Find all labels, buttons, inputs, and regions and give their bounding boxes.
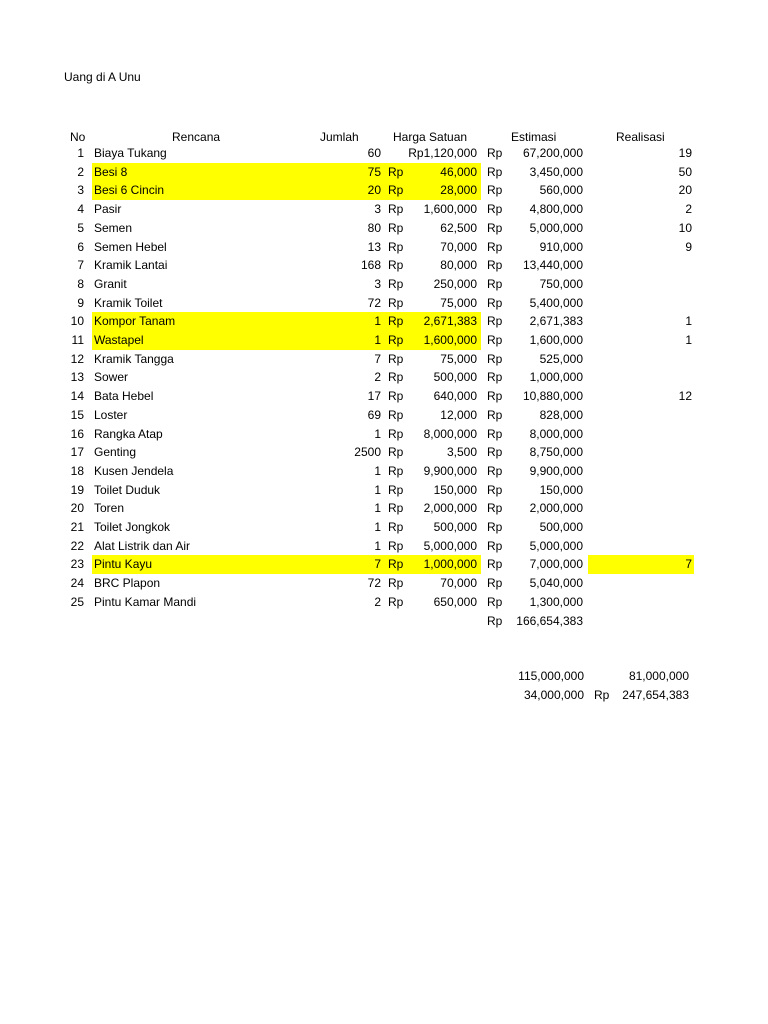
item-harga-satuan: 250,000 xyxy=(433,276,477,291)
item-name: Kusen Jendela xyxy=(94,463,174,478)
estimasi-currency: Rp xyxy=(487,276,503,291)
item-name: Semen xyxy=(94,220,133,235)
estimasi-currency: Rp xyxy=(487,445,503,460)
item-name: Loster xyxy=(94,407,128,422)
total-row xyxy=(0,612,768,631)
estimasi-currency: Rp xyxy=(487,594,503,609)
harga-currency: Rp xyxy=(388,463,404,478)
item-jumlah: 1 xyxy=(374,426,381,441)
item-estimasi: 5,040,000 xyxy=(529,576,583,591)
row-number: 4 xyxy=(77,202,84,217)
item-estimasi: 67,200,000 xyxy=(522,146,583,160)
item-realisasi xyxy=(600,443,692,462)
item-name: Rangka Atap xyxy=(94,426,163,441)
item-jumlah: 69 xyxy=(367,407,381,422)
item-jumlah: 1 xyxy=(374,520,381,534)
row-number: 24 xyxy=(70,576,84,591)
item-realisasi: 12 xyxy=(678,389,692,404)
item-name: Bata Hebel xyxy=(94,389,154,404)
item-jumlah: 1 xyxy=(374,482,381,497)
item-jumlah: 13 xyxy=(367,239,381,254)
item-harga-satuan: 500,000 xyxy=(433,520,477,534)
estimasi-currency: Rp xyxy=(487,426,503,441)
row-number: 15 xyxy=(70,407,84,422)
estimasi-currency: Rp xyxy=(487,463,503,478)
row-number: 25 xyxy=(70,594,84,609)
harga-currency: Rp xyxy=(388,557,404,572)
item-jumlah: 60 xyxy=(367,146,381,160)
estimasi-currency: Rp xyxy=(487,202,503,217)
summary-line1-right: 81,000,000 xyxy=(628,669,689,683)
item-harga-satuan: 70,000 xyxy=(440,576,477,591)
item-realisasi xyxy=(600,499,692,518)
item-estimasi: 5,400,000 xyxy=(529,295,583,310)
table-row xyxy=(0,481,768,500)
table-row xyxy=(0,555,768,574)
item-harga-satuan: 2,000,000 xyxy=(423,501,477,516)
item-estimasi: 1,600,000 xyxy=(529,333,583,347)
row-number: 19 xyxy=(70,482,84,497)
row-number: 22 xyxy=(70,538,84,553)
table-row xyxy=(0,350,768,369)
harga-currency: Rp xyxy=(388,220,404,235)
estimasi-currency: Rp xyxy=(487,482,503,497)
item-estimasi: 4,800,000 xyxy=(529,202,583,217)
item-harga-satuan: 3,500 xyxy=(446,445,477,460)
harga-currency: Rp xyxy=(388,501,404,516)
table-row xyxy=(0,593,768,612)
table-row xyxy=(0,574,768,593)
item-jumlah: 1 xyxy=(374,501,381,516)
item-jumlah: 3 xyxy=(374,276,381,291)
row-number: 9 xyxy=(77,295,84,310)
item-estimasi: 9,900,000 xyxy=(529,463,583,478)
table-row xyxy=(0,163,768,182)
item-jumlah: 1 xyxy=(374,333,381,347)
item-harga-satuan: 70,000 xyxy=(440,239,477,254)
item-estimasi: 13,440,000 xyxy=(522,258,583,273)
table-row xyxy=(0,499,768,518)
item-name: BRC Plapon xyxy=(94,576,161,591)
row-number: 7 xyxy=(77,258,84,273)
table-row xyxy=(0,425,768,444)
item-realisasi: 1 xyxy=(685,314,692,329)
item-realisasi xyxy=(600,574,692,593)
item-name: Kramik Toilet xyxy=(94,295,163,310)
item-realisasi xyxy=(600,593,692,612)
item-realisasi: 50 xyxy=(678,164,692,179)
item-estimasi: 2,671,383 xyxy=(529,314,583,329)
item-realisasi xyxy=(600,425,692,444)
harga-currency: Rp xyxy=(388,426,404,441)
table-row xyxy=(0,518,768,537)
row-number: 2 xyxy=(77,164,84,179)
estimasi-currency: Rp xyxy=(487,520,503,534)
item-jumlah: 2 xyxy=(374,370,381,385)
header-no: No xyxy=(70,130,86,144)
item-name: Pintu Kamar Mandi xyxy=(94,594,197,609)
item-realisasi xyxy=(600,294,692,313)
item-realisasi xyxy=(600,275,692,294)
item-estimasi: 750,000 xyxy=(539,276,583,291)
item-name: Genting xyxy=(94,445,137,460)
row-number: 10 xyxy=(70,314,84,329)
item-harga-satuan: 1,600,000 xyxy=(423,202,477,217)
estimasi-currency: Rp xyxy=(487,146,503,160)
item-realisasi: 20 xyxy=(678,183,692,198)
item-estimasi: 7,000,000 xyxy=(529,557,583,572)
item-jumlah: 75 xyxy=(367,164,381,179)
item-estimasi: 910,000 xyxy=(539,239,583,254)
item-jumlah: 17 xyxy=(367,389,381,404)
table-row xyxy=(0,443,768,462)
item-realisasi xyxy=(600,406,692,425)
row-number: 8 xyxy=(77,276,84,291)
table-row xyxy=(0,294,768,313)
item-harga-satuan: 46,000 xyxy=(440,164,477,179)
item-realisasi: 1 xyxy=(685,333,692,347)
item-jumlah: 72 xyxy=(367,576,381,591)
header-estimasi: Estimasi xyxy=(511,130,557,144)
row-number: 13 xyxy=(70,370,84,385)
table-row xyxy=(0,144,768,163)
harga-currency: Rp xyxy=(388,295,404,310)
item-name: Toilet Jongkok xyxy=(94,520,171,534)
harga-currency: Rp xyxy=(388,314,404,329)
header-harga-satuan: Harga Satuan xyxy=(393,130,468,144)
item-harga-satuan: 80,000 xyxy=(440,258,477,273)
item-harga-satuan: 650,000 xyxy=(433,594,477,609)
item-estimasi: 525,000 xyxy=(539,351,583,366)
harga-currency: Rp xyxy=(388,351,404,366)
summary-line2-left: 34,000,000 xyxy=(523,688,584,702)
item-name: Toilet Duduk xyxy=(94,482,161,497)
row-number: 20 xyxy=(70,501,84,516)
item-realisasi: 19 xyxy=(678,146,692,160)
item-name: Sower xyxy=(94,370,129,385)
table-row xyxy=(0,387,768,406)
item-estimasi: 3,450,000 xyxy=(529,164,583,179)
estimasi-currency: Rp xyxy=(487,239,503,254)
item-jumlah: 20 xyxy=(367,183,381,198)
table-row xyxy=(0,406,768,425)
harga-currency: Rp xyxy=(388,576,404,591)
table-row xyxy=(0,462,768,481)
item-estimasi: 5,000,000 xyxy=(529,538,583,553)
estimasi-currency: Rp xyxy=(487,351,503,366)
item-estimasi: 8,000,000 xyxy=(529,426,583,441)
item-realisasi: 9 xyxy=(685,239,692,254)
sheet-title: Uang di A Unu xyxy=(64,70,141,84)
table-row xyxy=(0,368,768,387)
estimasi-currency: Rp xyxy=(487,333,503,347)
table-row xyxy=(0,312,768,331)
harga-currency: Rp xyxy=(388,239,404,254)
item-realisasi xyxy=(600,256,692,275)
harga-currency: Rp xyxy=(388,164,404,179)
item-name: Kramik Tangga xyxy=(94,351,174,366)
row-number: 1 xyxy=(77,146,84,160)
item-harga-satuan: 150,000 xyxy=(433,482,477,497)
harga-currency: Rp xyxy=(388,258,404,273)
item-name: Granit xyxy=(94,276,127,291)
item-harga-satuan: 9,900,000 xyxy=(423,463,477,478)
item-harga-satuan: 62,500 xyxy=(440,220,477,235)
row-number: 18 xyxy=(70,463,84,478)
estimasi-currency: Rp xyxy=(487,164,503,179)
item-realisasi: 2 xyxy=(685,202,692,217)
total-estimasi: 166,654,383 xyxy=(516,614,583,628)
item-name: Kramik Lantai xyxy=(94,258,168,273)
item-name: Wastapel xyxy=(94,333,144,347)
item-jumlah: 2500 xyxy=(354,445,381,460)
harga-currency: Rp xyxy=(388,202,404,217)
row-number: 14 xyxy=(70,389,84,404)
estimasi-currency: Rp xyxy=(487,220,503,235)
item-name: Besi 6 Cincin xyxy=(94,183,165,198)
item-harga-satuan: 75,000 xyxy=(440,351,477,366)
estimasi-currency: Rp xyxy=(487,407,503,422)
summary-line2-right: 247,654,383 xyxy=(622,688,689,702)
estimasi-currency: Rp xyxy=(487,314,503,329)
row-number: 5 xyxy=(77,220,84,235)
table-row xyxy=(0,256,768,275)
row-number: 3 xyxy=(77,183,84,198)
estimasi-currency: Rp xyxy=(487,183,503,198)
item-harga-satuan: 28,000 xyxy=(440,183,477,198)
table-row xyxy=(0,238,768,257)
item-harga-satuan: 8,000,000 xyxy=(423,426,477,441)
item-harga-satuan: Rp1,120,000 xyxy=(408,146,477,160)
item-name: Alat Listrik dan Air xyxy=(94,538,191,553)
row-number: 16 xyxy=(70,426,84,441)
item-realisasi xyxy=(600,350,692,369)
header-jumlah: Jumlah xyxy=(320,130,359,144)
item-realisasi: 7 xyxy=(685,557,692,572)
harga-currency: Rp xyxy=(388,407,404,422)
row-number: 17 xyxy=(70,445,84,460)
item-estimasi: 828,000 xyxy=(539,407,583,422)
total-currency: Rp xyxy=(487,614,503,628)
item-estimasi: 2,000,000 xyxy=(529,501,583,516)
item-name: Toren xyxy=(94,501,125,516)
harga-currency: Rp xyxy=(388,370,404,385)
item-estimasi: 8,750,000 xyxy=(529,445,583,460)
row-number: 6 xyxy=(77,239,84,254)
harga-currency: Rp xyxy=(388,594,404,609)
item-estimasi: 10,880,000 xyxy=(522,389,583,404)
estimasi-currency: Rp xyxy=(487,538,503,553)
harga-currency: Rp xyxy=(388,482,404,497)
item-harga-satuan: 2,671,383 xyxy=(423,314,477,329)
item-jumlah: 168 xyxy=(360,258,381,273)
header-rencana: Rencana xyxy=(172,130,221,144)
item-harga-satuan: 1,000,000 xyxy=(423,557,477,572)
row-number: 11 xyxy=(71,333,84,347)
item-jumlah: 7 xyxy=(374,557,381,572)
item-estimasi: 1,000,000 xyxy=(529,370,583,385)
estimasi-currency: Rp xyxy=(487,258,503,273)
estimasi-currency: Rp xyxy=(487,370,503,385)
item-name: Pintu Kayu xyxy=(94,557,153,572)
item-jumlah: 3 xyxy=(374,202,381,217)
item-name: Besi 8 xyxy=(94,164,128,179)
item-jumlah: 1 xyxy=(374,538,381,553)
item-jumlah: 1 xyxy=(374,314,381,329)
estimasi-currency: Rp xyxy=(487,295,503,310)
item-realisasi xyxy=(600,462,692,481)
item-realisasi xyxy=(600,518,692,537)
row-number: 23 xyxy=(70,557,84,572)
item-jumlah: 1 xyxy=(374,463,381,478)
item-estimasi: 560,000 xyxy=(539,183,583,198)
item-name: Kompor Tanam xyxy=(94,314,176,329)
harga-currency: Rp xyxy=(388,538,404,553)
item-estimasi: 1,300,000 xyxy=(529,594,583,609)
item-jumlah: 7 xyxy=(374,351,381,366)
item-harga-satuan: 500,000 xyxy=(433,370,477,385)
estimasi-currency: Rp xyxy=(487,501,503,516)
table-row xyxy=(0,200,768,219)
row-number: 12 xyxy=(70,351,84,366)
table-row xyxy=(0,219,768,238)
item-name: Semen Hebel xyxy=(94,239,167,254)
table-row xyxy=(0,331,768,350)
harga-currency: Rp xyxy=(388,333,404,347)
item-realisasi xyxy=(600,368,692,387)
item-harga-satuan: 12,000 xyxy=(440,407,477,422)
item-harga-satuan: 75,000 xyxy=(440,295,477,310)
harga-currency: Rp xyxy=(388,389,404,404)
item-harga-satuan: 640,000 xyxy=(433,389,477,404)
item-jumlah: 2 xyxy=(374,594,381,609)
summary-line2-currency: Rp xyxy=(594,688,610,702)
item-estimasi: 500,000 xyxy=(539,520,583,534)
item-harga-satuan: 5,000,000 xyxy=(423,538,477,553)
item-realisasi: 10 xyxy=(678,220,692,235)
item-estimasi: 150,000 xyxy=(539,482,583,497)
harga-currency: Rp xyxy=(388,520,404,534)
item-estimasi: 5,000,000 xyxy=(529,220,583,235)
item-jumlah: 80 xyxy=(367,220,381,235)
summary-line1-left: 115,000,000 xyxy=(518,669,584,683)
item-jumlah: 72 xyxy=(367,295,381,310)
estimasi-currency: Rp xyxy=(487,389,503,404)
table-row xyxy=(0,275,768,294)
estimasi-currency: Rp xyxy=(487,576,503,591)
item-realisasi xyxy=(600,481,692,500)
row-number: 21 xyxy=(70,520,84,534)
item-name: Biaya Tukang xyxy=(94,146,167,160)
harga-currency: Rp xyxy=(388,183,404,198)
item-harga-satuan: 1,600,000 xyxy=(423,333,477,347)
estimasi-currency: Rp xyxy=(487,557,503,572)
table-row xyxy=(0,181,768,200)
harga-currency: Rp xyxy=(388,445,404,460)
table-row xyxy=(0,537,768,556)
item-name: Pasir xyxy=(94,202,122,217)
harga-currency: Rp xyxy=(388,276,404,291)
item-realisasi xyxy=(600,537,692,556)
header-realisasi: Realisasi xyxy=(616,130,665,144)
